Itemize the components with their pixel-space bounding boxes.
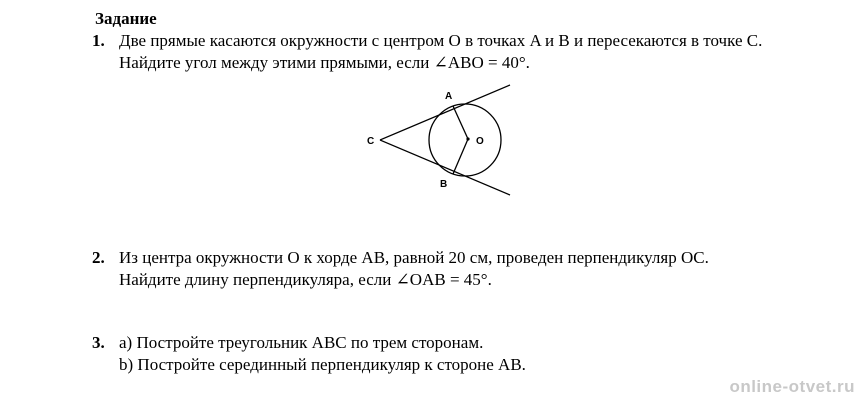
task-2 [92,247,709,291]
site-watermark: online-otvet.ru [729,377,855,396]
task-1 [92,30,762,74]
label-o: O [476,136,484,147]
task-text [119,332,526,376]
label-c: C [367,136,375,147]
center-point [466,137,469,140]
task-text [119,30,762,74]
label-a: A [445,91,453,102]
assignment-heading: Задание [95,9,157,28]
tangent-circle-figure [350,82,530,197]
task-number: 3. [92,333,105,352]
task-3 [92,332,526,376]
radius-ob [453,139,468,174]
task-text [119,247,709,291]
task-line: Две прямые касаются окружности с центром O в точках A и B и пересекаются в точке C. [119,31,763,50]
task-line: Найдите угол между этими прямыми, если ∠ABO = 40°. [119,53,530,72]
label-b: B [440,179,448,190]
task-line: a) Постройте треугольник ABC по трем сторонам. [119,333,484,352]
radius-oa [453,106,468,139]
task-number: 1. [92,31,105,50]
task-line: Из центра окружности O к хорде AB, равной 20 см, проведен перпендикуляр OC. [119,248,709,267]
task-line: Найдите длину перпендикуляра, если ∠OAB = 45°. [119,270,492,289]
task-number: 2. [92,248,105,267]
task-line: b) Постройте серединный перпендикуляр к стороне AB. [119,355,526,374]
